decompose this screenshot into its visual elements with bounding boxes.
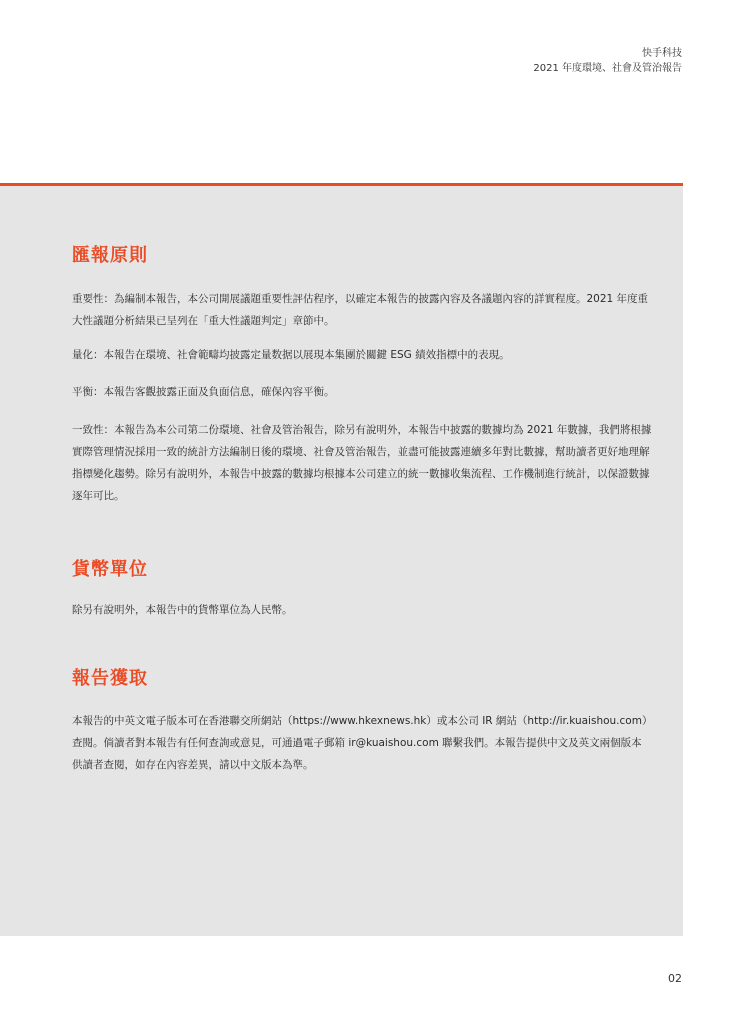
content-panel <box>0 183 683 936</box>
paragraph-access: 本報告的中英文電子版本可在香港聯交所網站（https://www.hkexnews.hk）或本公司 IR 網站（http://ir.kuaishou.com）查閱。倘讀者對本報告有任何查詢或意見，可通過電子郵箱 ir@kuaishou.com 聯繫我們。本報告提供中文及英文兩個版本供讀者查閱，如存在內容差異，請以中文版本為準。 <box>72 715 648 771</box>
section-title-access: 報告獲取 <box>72 668 148 689</box>
paragraph-materiality: 重要性：為編制本報告，本公司開展議題重要性評估程序，以確定本報告的披露內容及各議題內容的詳實程度。2021 年度重大性議題分析結果已呈列在「重大性議題判定」章節中。 <box>72 293 649 327</box>
paragraph-balance: 平衡：本報告客觀披露正面及負面信息，確保內容平衡。 <box>72 386 335 398</box>
page-header <box>533 46 682 76</box>
page-number: 02 <box>668 972 682 985</box>
section-title-reporting-principles: 匯報原則 <box>72 245 148 266</box>
paragraph-quantitative: 量化：本報告在環境、社會範疇均披露定量数据以展現本集團於關鍵 ESG 績效指標中的表現。 <box>72 349 510 361</box>
company-name: 快手科技 <box>642 48 682 59</box>
report-title: 2021 年度環境、社會及管治報告 <box>533 63 682 74</box>
section-title-currency: 貨幣單位 <box>72 559 148 580</box>
paragraph-consistency: 一致性：本報告為本公司第二份環境、社會及管治報告，除另有說明外，本報告中披露的數據均為 2021 年數據，我們將根據實際管理情況採用一致的統計方法編制日後的環境、社會及管治報告，並盡可能披露連續多年對比數據，幫助讀者更好地理解指標變化趨勢。除另有說明外，本報告中披露的數據均根據本公司建立的統一數據收集流程、工作機制進行統計，以保證數據逐年可比。 <box>72 424 652 502</box>
paragraph-currency: 除另有說明外，本報告中的貨幣單位為人民幣。 <box>72 604 293 616</box>
